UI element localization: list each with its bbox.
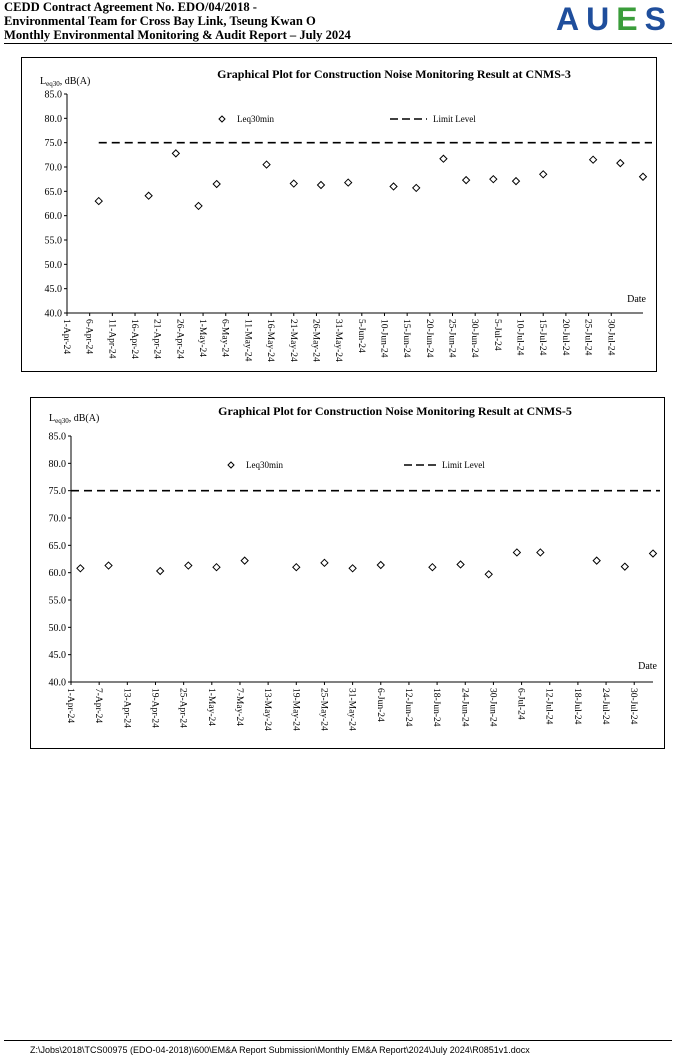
legend-limit-label: Limit Level (442, 460, 485, 470)
logo-letter: A (556, 2, 580, 34)
x-tick-label: 21-Apr-24 (151, 319, 162, 359)
legend-marker-diamond (228, 462, 234, 468)
x-tick-label: 19-May-24 (290, 688, 301, 731)
data-point (429, 564, 436, 571)
x-tick-label: 6-Jun-24 (374, 688, 385, 722)
data-point (263, 161, 270, 168)
data-point (617, 160, 624, 167)
data-point (621, 563, 628, 570)
data-point (345, 179, 352, 186)
y-tick-label: 50.0 (48, 622, 66, 634)
data-point (463, 177, 470, 184)
x-tick-label: 30-Jul-24 (628, 688, 639, 725)
x-tick-label: 26-Apr-24 (174, 319, 185, 359)
x-axis-label: Date (627, 294, 646, 305)
x-tick-label: 16-May-24 (265, 319, 276, 362)
y-axis-label-main: L (40, 76, 47, 87)
x-tick-label: 31-May-24 (346, 688, 357, 731)
y-tick-label: 70.0 (44, 162, 62, 174)
data-point (593, 557, 600, 564)
x-tick-label: 11-Apr-24 (106, 319, 117, 359)
data-point (485, 571, 492, 578)
x-tick-label: 31-May-24 (333, 319, 344, 362)
logo-letter: U (586, 2, 610, 34)
y-axis-label-unit: , dB(A) (59, 76, 91, 87)
chart-cnms-5-svg (31, 398, 664, 748)
x-tick-label: 1-Apr-24 (61, 319, 71, 355)
x-tick-label: 1-May-24 (197, 319, 208, 357)
y-tick-label: 60.0 (44, 211, 62, 223)
x-tick-label: 12-Jul-24 (543, 688, 554, 725)
aues-logo (556, 2, 668, 34)
footer-file-path: Z:\Jobs\2018\TCS00975 (EDO-04-2018)\600\EM&A Report Submission\Monthly EM&A Report\2024\July 2024\R0851v1.docx (30, 1045, 530, 1055)
data-point (95, 198, 102, 205)
x-tick-label: 25-May-24 (318, 688, 329, 731)
x-tick-label: 26-May-24 (310, 319, 321, 362)
header-divider (4, 43, 672, 44)
legend-series-label: Leq30min (237, 114, 274, 124)
data-point (293, 564, 300, 571)
y-tick-label: 80.0 (44, 113, 62, 125)
x-tick-label: 15-Jul-24 (537, 319, 548, 356)
x-axis-label: Date (638, 661, 657, 672)
data-point (290, 180, 297, 187)
header-line-1: CEDD Contract Agreement No. EDO/04/2018 - (4, 0, 258, 14)
data-point (317, 182, 324, 189)
y-axis-label (40, 76, 90, 88)
y-tick-label: 40.0 (48, 677, 66, 689)
y-axis-label-main: L (49, 413, 56, 424)
x-tick-label: 16-Apr-24 (129, 319, 140, 359)
x-tick-label: 24-Jun-24 (459, 688, 470, 727)
report-footer (4, 1040, 672, 1055)
y-axis-label (49, 413, 99, 425)
data-point (349, 565, 356, 572)
data-point (457, 561, 464, 568)
logo-letter: E (616, 2, 638, 34)
y-tick-label: 40.0 (44, 308, 62, 320)
data-point (537, 549, 544, 556)
x-tick-label: 5-Jul-24 (491, 319, 502, 351)
data-point (650, 550, 657, 557)
legend-series-label: Leq30min (246, 460, 283, 470)
x-tick-label: 18-Jun-24 (431, 688, 442, 727)
data-point (640, 173, 647, 180)
x-tick-label: 21-May-24 (287, 319, 298, 362)
x-tick-label: 6-Jul-24 (515, 688, 526, 720)
data-point (490, 176, 497, 183)
data-point (513, 178, 520, 185)
x-tick-label: 6-Apr-24 (83, 319, 94, 355)
data-point (213, 181, 220, 188)
data-point (241, 557, 248, 564)
data-point (213, 564, 220, 571)
footer-divider (4, 1040, 672, 1041)
header-line-3: Monthly Environmental Monitoring & Audit Report – July 2024 (4, 28, 351, 42)
y-tick-label: 60.0 (48, 568, 66, 580)
y-axis-label-subscript: eq30 (55, 417, 69, 425)
x-tick-label: 1-May-24 (205, 688, 216, 726)
y-tick-label: 50.0 (44, 259, 62, 271)
legend-marker-diamond (219, 116, 225, 122)
x-tick-label: 1-Apr-24 (65, 688, 75, 724)
chart-title: Graphical Plot for Construction Noise Monitoring Result at CNMS-3 (217, 67, 571, 81)
x-tick-label: 15-Jun-24 (401, 319, 412, 358)
data-point (172, 150, 179, 157)
y-tick-label: 65.0 (44, 186, 62, 198)
data-point (321, 559, 328, 566)
x-tick-label: 19-Apr-24 (149, 688, 160, 728)
y-tick-label: 45.0 (44, 284, 62, 296)
x-tick-label: 20-Jul-24 (559, 319, 570, 356)
x-tick-label: 20-Jun-24 (423, 319, 434, 358)
chart-cnms-3 (21, 57, 657, 372)
y-tick-label: 85.0 (48, 431, 66, 443)
x-tick-label: 25-Jul-24 (582, 319, 593, 356)
chart-cnms-5 (30, 397, 665, 749)
x-tick-label: 30-Jun-24 (469, 319, 480, 358)
data-point (77, 565, 84, 572)
data-point (590, 156, 597, 163)
x-tick-label: 13-Apr-24 (121, 688, 132, 728)
data-point (185, 562, 192, 569)
y-axis-label-unit: , dB(A) (68, 413, 100, 424)
x-tick-label: 10-Jun-24 (378, 319, 389, 358)
svg-text:AUES (556, 2, 666, 34)
data-point (440, 155, 447, 162)
logo-letter: S (644, 2, 666, 34)
data-point (413, 184, 420, 191)
y-tick-label: 80.0 (48, 458, 66, 470)
y-tick-label: 55.0 (44, 235, 62, 247)
data-point (540, 171, 547, 178)
data-point (390, 183, 397, 190)
data-point (145, 192, 152, 199)
x-tick-label: 18-Jul-24 (571, 688, 582, 725)
x-tick-label: 25-Apr-24 (177, 688, 188, 728)
chart-cnms-3-svg (22, 58, 656, 371)
y-tick-label: 45.0 (48, 650, 66, 662)
report-header (4, 0, 672, 44)
x-tick-label: 11-May-24 (242, 319, 253, 362)
y-tick-label: 70.0 (48, 513, 66, 525)
x-tick-label: 13-May-24 (262, 688, 273, 731)
x-tick-label: 6-May-24 (219, 319, 230, 357)
x-tick-label: 25-Jun-24 (446, 319, 457, 358)
x-tick-label: 5-Jun-24 (355, 319, 366, 353)
x-tick-label: 30-Jul-24 (605, 319, 616, 356)
y-axis-label-subscript: eq30 (46, 80, 60, 88)
x-tick-label: 12-Jun-24 (402, 688, 413, 727)
y-tick-label: 85.0 (44, 89, 62, 101)
x-tick-label: 10-Jul-24 (514, 319, 525, 356)
x-tick-label: 30-Jun-24 (487, 688, 498, 727)
y-tick-label: 75.0 (48, 486, 66, 498)
header-line-2: Environmental Team for Cross Bay Link, Tseung Kwan O (4, 14, 316, 28)
data-point (377, 562, 384, 569)
header-title-block (4, 0, 351, 42)
x-tick-label: 7-Apr-24 (93, 688, 104, 724)
data-point (105, 562, 112, 569)
data-point (157, 568, 164, 575)
x-tick-label: 24-Jul-24 (600, 688, 611, 725)
y-tick-label: 55.0 (48, 595, 66, 607)
chart-title: Graphical Plot for Construction Noise Monitoring Result at CNMS-5 (218, 404, 572, 418)
data-point (195, 202, 202, 209)
y-tick-label: 65.0 (48, 540, 66, 552)
legend-limit-label: Limit Level (433, 114, 476, 124)
x-tick-label: 7-May-24 (233, 688, 244, 726)
y-tick-label: 75.0 (44, 138, 62, 150)
data-point (513, 549, 520, 556)
